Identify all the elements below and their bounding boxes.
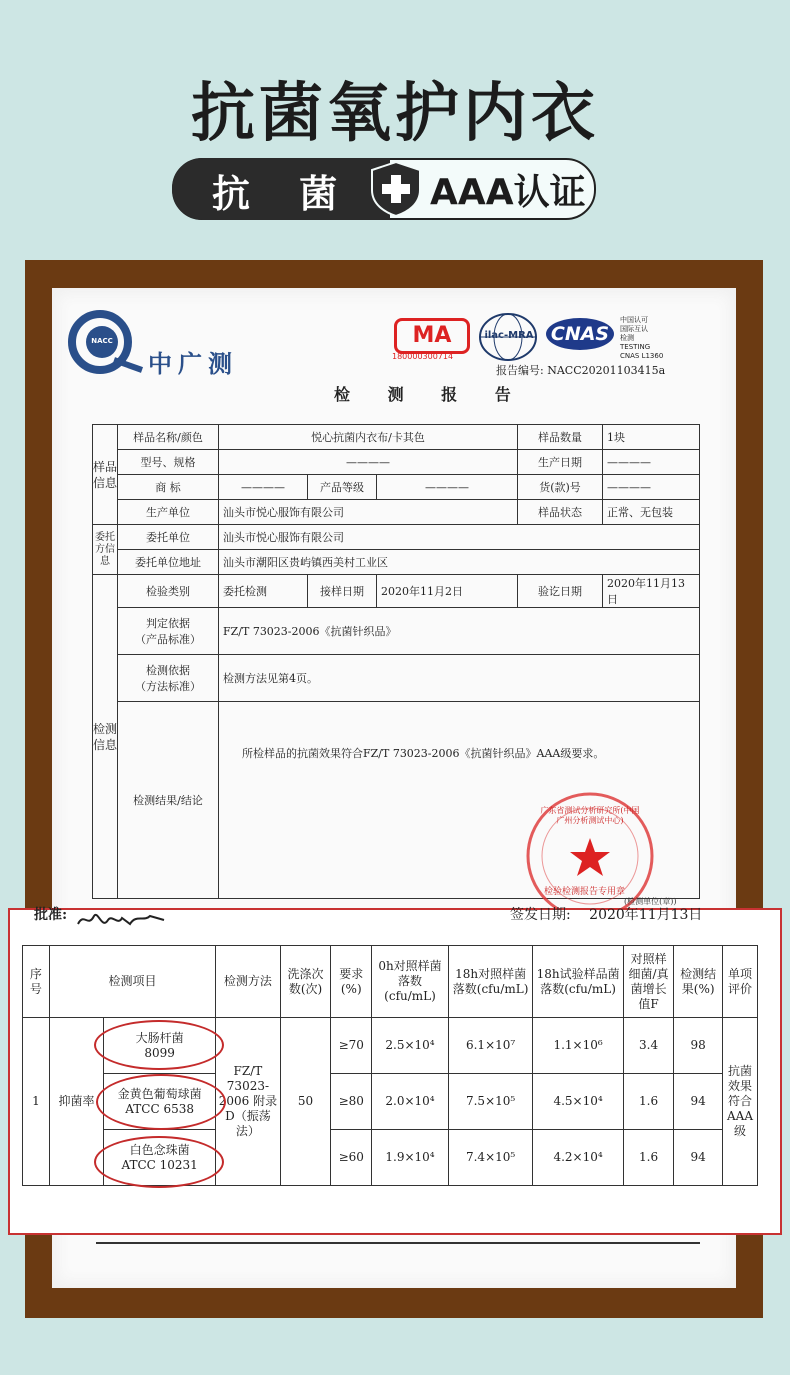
result-cell: 98: [674, 1018, 723, 1074]
cell-label: 接样日期: [308, 575, 377, 608]
approve-label: 批准:: [34, 907, 68, 923]
seal-text: 广东省测试分析研究所(中国广州分析测试中心): [540, 806, 640, 825]
cell-label: 委托单位: [118, 525, 219, 550]
cnas-logo: CNAS: [546, 318, 614, 350]
banner-right-text: AAA认证: [430, 172, 586, 213]
cell-value: 2020年11月13日: [603, 575, 700, 608]
t18-cell: 4.2×10⁴: [533, 1130, 623, 1186]
report-number-value: NACC20201103415a: [547, 364, 666, 377]
req-cell: ≥70: [331, 1018, 372, 1074]
banner-left-text: 抗 菌: [212, 172, 356, 216]
sign-date: [510, 904, 702, 924]
cell-value: 委托检测: [219, 575, 308, 608]
organism-name: 白色念珠菌: [129, 1142, 190, 1157]
cell-value: ————: [219, 450, 518, 475]
cell-label: 生产日期: [518, 450, 603, 475]
cnas-note-line: 国际互认: [620, 325, 648, 333]
cell-label: 产品等级: [308, 475, 377, 500]
c18-cell: 7.4×10⁵: [448, 1130, 533, 1186]
header-cell: 18h对照样菌落数(cfu/mL): [448, 946, 533, 1018]
cell-value: 汕头市悦心服饰有限公司: [219, 500, 518, 525]
cell-value: 正常、无包装: [603, 500, 700, 525]
cell-value: ————: [377, 475, 518, 500]
header-cell: 序号: [23, 946, 50, 1018]
f-cell: 1.6: [623, 1130, 674, 1186]
t18-cell: 4.5×10⁴: [533, 1074, 623, 1130]
organism-name: 金黄色葡萄球菌: [117, 1086, 202, 1101]
cell-value: 悦心抗菌内衣布/卡其色: [219, 425, 518, 450]
header-cell: 0h对照样菌落数(cfu/mL): [372, 946, 449, 1018]
cnas-note: [620, 316, 663, 361]
cell-value: FZ/T 73023-2006《抗菌针织品》: [219, 608, 700, 655]
report-number-label: 报告编号:: [496, 364, 544, 377]
f-cell: 1.6: [623, 1074, 674, 1130]
cell-label: 检测依据 （方法标准）: [118, 655, 219, 702]
cell-label: 样品名称/颜色: [118, 425, 219, 450]
shield-plus-icon: [368, 160, 424, 218]
method-cell: FZ/T 73023-2006 附录D（振荡法）: [216, 1018, 281, 1186]
highlight-oval: [94, 1136, 224, 1188]
organism-strain: 8099: [144, 1045, 175, 1060]
cell-label: 型号、规格: [118, 450, 219, 475]
req-cell: ≥60: [331, 1130, 372, 1186]
header-cell: 检测结果(%): [674, 946, 723, 1018]
cell-value: ————: [603, 450, 700, 475]
org-name: 中广测: [148, 350, 238, 378]
cell-value: 2020年11月2日: [377, 575, 518, 608]
header-cell: 对照样细菌/真菌增长值F: [623, 946, 674, 1018]
organism-name: 大肠杆菌: [135, 1030, 184, 1045]
seal-note: (检测单位(章)): [624, 897, 677, 906]
cnas-note-line: 中国认可: [620, 316, 648, 324]
highlight-oval: [96, 1074, 226, 1130]
cell-label: 判定依据 （产品标准）: [118, 608, 219, 655]
c0-cell: 2.5×10⁴: [372, 1018, 449, 1074]
c0-cell: 2.0×10⁴: [372, 1074, 449, 1130]
f-cell: 3.4: [623, 1018, 674, 1074]
cell-value: 汕头市潮阳区贵屿镇西美村工业区: [219, 550, 700, 575]
cell-label: 检验类别: [118, 575, 219, 608]
header-cell: 单项评价: [722, 946, 757, 1018]
cell-label: 检测结果/结论: [118, 702, 219, 899]
header-cell: 检测项目: [49, 946, 215, 1018]
req-cell: ≥80: [331, 1074, 372, 1130]
category-cell: 抑菌率: [49, 1018, 103, 1186]
c18-cell: 7.5×10⁵: [448, 1074, 533, 1130]
cnas-note-line: 检测: [620, 334, 634, 342]
cell-label: 验讫日期: [518, 575, 603, 608]
cell-label: 货(款)号: [518, 475, 603, 500]
certification-banner: [172, 158, 596, 220]
header-cell: 要求(%): [331, 946, 372, 1018]
sign-date-label: 签发日期:: [510, 907, 571, 923]
ilac-label: ilac-MRA: [484, 330, 534, 341]
header-cell: 18h试验样品菌落数(cfu/mL): [533, 946, 623, 1018]
cell-label: 商 标: [118, 475, 219, 500]
c0-cell: 1.9×10⁴: [372, 1130, 449, 1186]
test-info-label: 检测信息: [93, 575, 118, 899]
cnas-note-line: CNAS L1360: [620, 352, 664, 360]
header-cell: 检测方法: [216, 946, 281, 1018]
washes-cell: 50: [280, 1018, 331, 1186]
page-title: 抗菌氧护内衣: [191, 77, 599, 151]
cell-value: 汕头市悦心服饰有限公司: [219, 525, 700, 550]
row-number: 1: [23, 1018, 50, 1186]
nacc-badge-text: NACC: [91, 337, 113, 345]
signature-icon: [74, 906, 174, 932]
report-title: 检 测 报 告: [334, 385, 527, 404]
result-cell: 94: [674, 1130, 723, 1186]
cell-label: 样品数量: [518, 425, 603, 450]
cell-value: ————: [219, 475, 308, 500]
report-number: [496, 362, 665, 378]
ma-number: 180000300714: [392, 352, 454, 361]
result-cell: 94: [674, 1074, 723, 1130]
evaluation-cell: 抗菌效果符合AAA级: [722, 1018, 757, 1186]
table-bottom-edge: [96, 1232, 700, 1244]
organism-strain: ATCC 10231: [121, 1157, 198, 1172]
seal-bottom-text: 检验检测报告专用章: [544, 887, 626, 897]
cell-value: 检测方法见第4页。: [219, 655, 700, 702]
highlight-oval: [94, 1020, 224, 1070]
sample-info-label: 样品信息: [93, 425, 118, 525]
c18-cell: 6.1×10⁷: [448, 1018, 533, 1074]
cma-mark-icon: MA: [394, 318, 470, 354]
cnas-note-line: TESTING: [620, 343, 651, 351]
client-info-label: 委托方信息: [93, 525, 118, 575]
cell-label: 样品状态: [518, 500, 603, 525]
organism-strain: ATCC 6538: [125, 1101, 194, 1116]
cell-value: 1块: [603, 425, 700, 450]
t18-cell: 1.1×10⁶: [533, 1018, 623, 1074]
cell-label: 委托单位地址: [118, 550, 219, 575]
conclusion-text: 所检样品的抗菌效果符合FZ/T 73023-2006《抗菌针织品》AAA级要求。: [242, 747, 605, 760]
cell-label: 生产单位: [118, 500, 219, 525]
sign-date-value: 2020年11月13日: [589, 907, 703, 923]
cell-value: ————: [603, 475, 700, 500]
header-cell: 洗涤次数(次): [280, 946, 331, 1018]
